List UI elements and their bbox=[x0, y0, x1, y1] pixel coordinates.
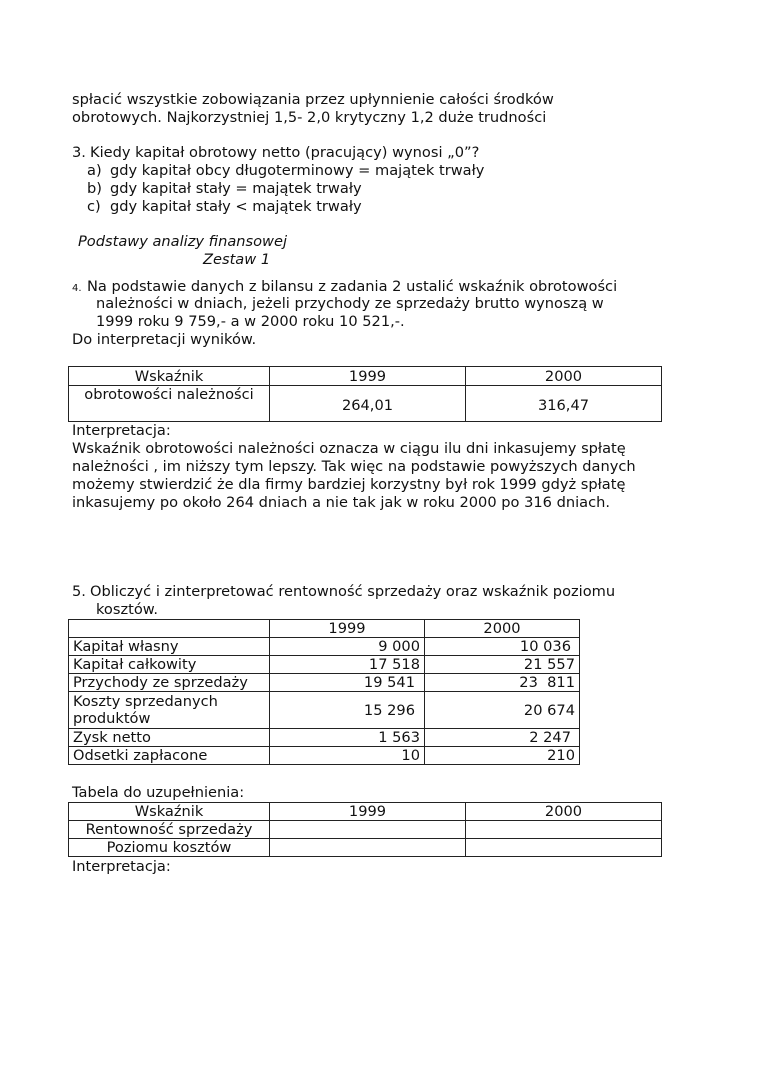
q4-note: Do interpretacji wyników. bbox=[72, 331, 257, 348]
q3-option-a: gdy kapitał obcy długoterminowy = majątek trwały bbox=[110, 162, 485, 179]
table-cell: 10 bbox=[270, 747, 425, 765]
table-cell: obrotowości należności bbox=[69, 386, 270, 422]
q4-interpretation-line: Wskaźnik obrotowości należności oznacza w ciągu ilu dni inkasujemy spłatę bbox=[72, 440, 626, 457]
q3-option-c-label: c) bbox=[87, 198, 101, 215]
q5-interpretation-label: Interpretacja: bbox=[72, 858, 171, 875]
table-cell: Przychody ze sprzedaży bbox=[69, 674, 270, 692]
intro-line-1: spłacić wszystkie zobowiązania przez upłynnienie całości środków bbox=[72, 91, 554, 108]
table-cell: 2 247 bbox=[425, 729, 580, 747]
q5-fill-table bbox=[68, 802, 662, 857]
q4-line-3: 1999 roku 9 759,- a w 2000 roku 10 521,-. bbox=[96, 313, 405, 330]
table-cell: Poziomu kosztów bbox=[69, 839, 270, 857]
table-cell: 264,01 bbox=[270, 386, 466, 422]
q5-number: 5. bbox=[72, 583, 86, 600]
q5-data-table bbox=[68, 619, 580, 765]
table-cell: 23 811 bbox=[425, 674, 580, 692]
header-cell: 1999 bbox=[270, 803, 466, 821]
table-cell: 1 563 bbox=[270, 729, 425, 747]
table-cell: Kapitał całkowity bbox=[69, 656, 270, 674]
empty-cell[interactable] bbox=[270, 839, 466, 857]
table-cell: Koszty sprzedanych produktów bbox=[69, 692, 270, 729]
empty-cell[interactable] bbox=[466, 821, 662, 839]
table-cell: 15 296 bbox=[270, 692, 425, 729]
q5-line-1: Obliczyć i zinterpretować rentowność sprzedaży oraz wskaźnik poziomu bbox=[90, 583, 616, 600]
q3-option-b: gdy kapitał stały = majątek trwały bbox=[110, 180, 362, 197]
q5-fill-label: Tabela do uzupełnienia: bbox=[72, 784, 245, 801]
q4-line-2: należności w dniach, jeżeli przychody ze sprzedaży brutto wynoszą w bbox=[96, 295, 604, 312]
q3-question: Kiedy kapitał obrotowy netto (pracujący) wynosi „0”? bbox=[90, 144, 480, 161]
q3-number: 3. bbox=[72, 144, 86, 161]
header-cell: Wskaźnik bbox=[69, 803, 270, 821]
table-row bbox=[69, 692, 580, 729]
table-cell: 316,47 bbox=[466, 386, 662, 422]
q3-option-c: gdy kapitał stały < majątek trwały bbox=[110, 198, 362, 215]
empty-cell[interactable] bbox=[466, 839, 662, 857]
table-cell: 17 518 bbox=[270, 656, 425, 674]
section-title: Podstawy analizy finansowej bbox=[78, 233, 288, 250]
header-cell: 2000 bbox=[425, 620, 580, 638]
table-row bbox=[69, 821, 662, 839]
header-cell bbox=[69, 620, 270, 638]
q3-option-b-label: b) bbox=[87, 180, 102, 197]
q4-interpretation-label: Interpretacja: bbox=[72, 422, 171, 439]
table-cell: 20 674 bbox=[425, 692, 580, 729]
empty-cell[interactable] bbox=[270, 821, 466, 839]
q4-number: 4. bbox=[72, 283, 82, 294]
table-cell: 210 bbox=[425, 747, 580, 765]
table-cell: Rentowność sprzedaży bbox=[69, 821, 270, 839]
table-row bbox=[69, 729, 580, 747]
intro-line-2: obrotowych. Najkorzystniej 1,5- 2,0 krytyczny 1,2 duże trudności bbox=[72, 109, 547, 126]
table-cell: Zysk netto bbox=[69, 729, 270, 747]
q4-table bbox=[68, 366, 662, 422]
section-subtitle: Zestaw 1 bbox=[203, 251, 271, 268]
table-cell: Odsetki zapłacone bbox=[69, 747, 270, 765]
table-cell: 19 541 bbox=[270, 674, 425, 692]
q4-interpretation-line: inkasujemy po około 264 dniach a nie tak jak w roku 2000 po 316 dniach. bbox=[72, 494, 611, 511]
table-row bbox=[69, 747, 580, 765]
table-cell: Kapitał własny bbox=[69, 638, 270, 656]
header-cell: Wskaźnik bbox=[69, 367, 270, 386]
table-row bbox=[69, 839, 662, 857]
header-cell: 1999 bbox=[270, 620, 425, 638]
table-cell: 10 036 bbox=[425, 638, 580, 656]
header-cell: 2000 bbox=[466, 803, 662, 821]
q4-interpretation-line: możemy stwierdzić że dla firmy bardziej korzystny był rok 1999 gdyż spłatę bbox=[72, 476, 626, 493]
header-cell: 2000 bbox=[466, 367, 662, 386]
q4-line-1: Na podstawie danych z bilansu z zadania 2 ustalić wskaźnik obrotowości bbox=[87, 278, 618, 295]
table-row bbox=[69, 638, 580, 656]
q3-option-a-label: a) bbox=[87, 162, 102, 179]
table-row bbox=[69, 674, 580, 692]
table-cell: 9 000 bbox=[270, 638, 425, 656]
table-cell: 21 557 bbox=[425, 656, 580, 674]
table-row bbox=[69, 656, 580, 674]
q4-interpretation-line: należności , im niższy tym lepszy. Tak więc na podstawie powyższych danych bbox=[72, 458, 636, 475]
header-cell: 1999 bbox=[270, 367, 466, 386]
q5-line-2: kosztów. bbox=[96, 601, 159, 618]
